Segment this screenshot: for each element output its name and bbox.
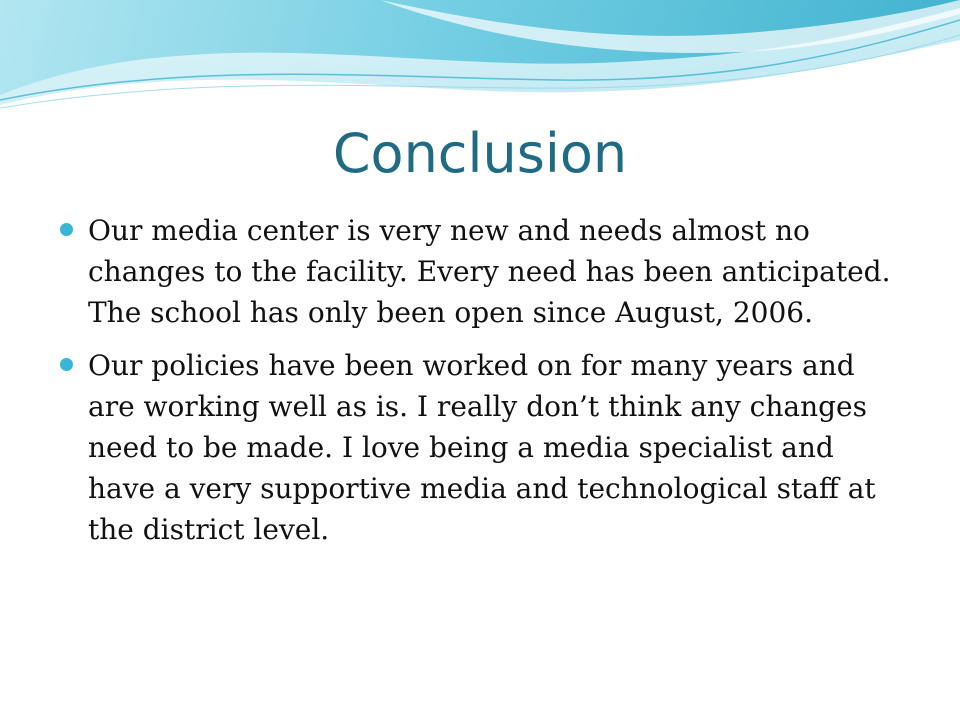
- bullet-text: Our policies have been worked on for many years and are working well as is. I really don’t think any changes need to be made. I love being a media specialist and have a very supportive media and technological staff at the district level.: [88, 349, 876, 546]
- slide-title: Conclusion: [332, 122, 628, 185]
- decorative-wave-header: [0, 0, 960, 115]
- bullet-text: Our media center is very new and needs almost no changes to the facility. Every need has been anticipated. The school has only been open since August, 2006.: [88, 214, 891, 329]
- bullet-list: [58, 210, 908, 562]
- bullet-icon: [60, 358, 73, 371]
- list-item: [58, 345, 908, 550]
- list-item: [58, 210, 908, 333]
- bullet-icon: [60, 223, 73, 236]
